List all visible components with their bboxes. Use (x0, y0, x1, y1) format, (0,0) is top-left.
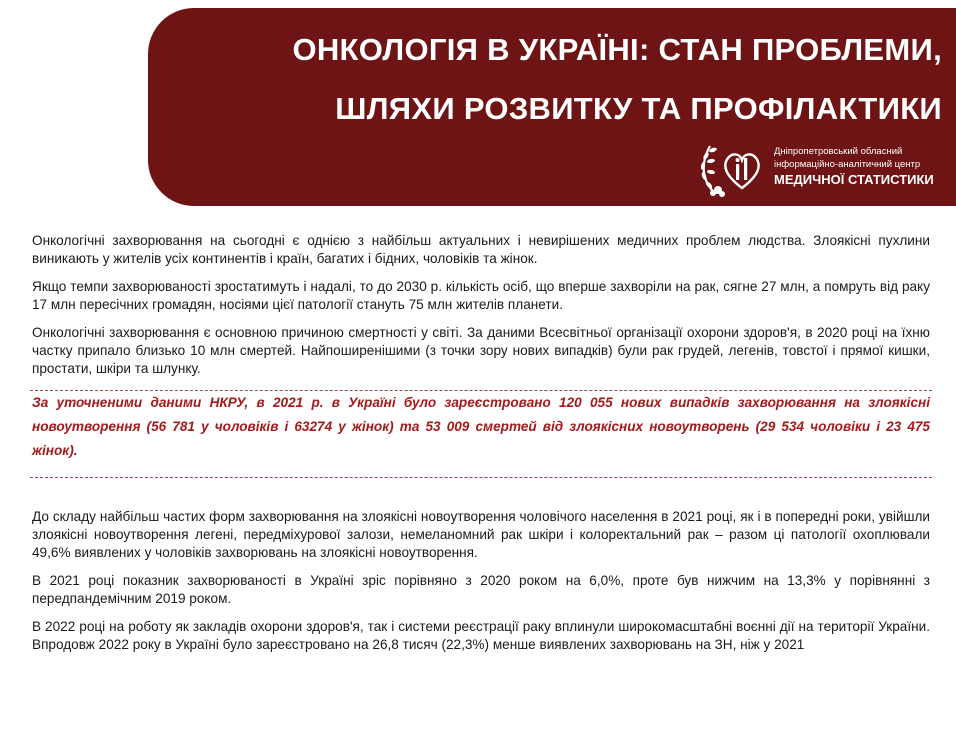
page-title-line-1: ОНКОЛОГІЯ В УКРАЇНІ: СТАН ПРОБЛЕМИ, (292, 32, 942, 67)
body-paragraph-3: В 2022 році на роботу як закладів охорони здоров'я, так і системи реєстрації раку вплинули широкомасштабні воєнні дії на території України. Впродовж 2022 року в Україні було зареєстровано на 26,8 тисяч (22,3%) менше виявлених захворювань на ЗН, ніж у 2021 (32, 619, 930, 652)
logo-text-line-1: Дніпропетровський обласний (774, 146, 903, 157)
intro-paragraph-2: Якщо темпи захворюваності зростатимуть і надалі, то до 2030 р. кількість осіб, що вперше захворіли на рак, сягне 27 млн, а помруть від раку 17 млн пересічних громадян, носіями цієї патології стануть 75 млн жителів планети. (32, 279, 930, 312)
body-paragraph-2: В 2021 році показник захворюваності в Україні зріс порівняно з 2020 роком на 6,0%, проте був нижчим на 13,3% у порівнянні з передпандемічним 2019 роком. (32, 573, 930, 606)
header-banner (148, 8, 956, 206)
intro-paragraph-1: Онкологічні захворювання на сьогодні є однією з найбільш актуальних і невирішених медичних проблем людства. Злоякісні пухлини виникають у жителів усіх континентів і країн, багатих і бідних, чоловіків та жінок. (32, 233, 930, 266)
body-paragraph-1: До складу найбільш частих форм захворювання на злоякісні новоутворення чоловічого населення в 2021 році, як і в попередні роки, увійшли злоякісні новоутворення легені, передміхурової залози, немеланомний рак шкіри і колоректальний рак – разом ці патології охоплювали 49,6% виявлених у чоловіків захворювань на злоякісні новоутворення. (32, 509, 930, 560)
logo-text (774, 145, 934, 188)
medical-statistics-logo-icon (696, 136, 770, 200)
divider-top (30, 390, 932, 391)
page-title-line-2: ШЛЯХИ РОЗВИТКУ ТА ПРОФІЛАКТИКИ (335, 91, 942, 126)
logo-text-line-3: МЕДИЧНОЇ СТАТИСТИКИ (774, 172, 934, 187)
organization-logo (696, 136, 934, 200)
article-content (32, 232, 930, 664)
divider-bottom (30, 477, 932, 478)
logo-text-line-2: інформаційно-аналітичний центр (774, 159, 921, 170)
intro-paragraph-3: Онкологічні захворювання є основною причиною смертності у світі. За даними Всесвітньої організації охорони здоров'я, в 2020 році на їхню частку припало близько 10 млн смертей. Найпоширенішими (з точки зору нових випадків) були рак грудей, легенів, товстої і прямої кишки, простати, шкіри та шлунку. (32, 325, 930, 376)
highlight-statistics: За уточненими даними НКРУ, в 2021 р. в Україні було зареєстровано 120 055 нових випадків захворювання на злоякісні новоутворення (56 781 у чоловіків і 63274 у жінок) та 53 009 смертей від злоякісних новоутворень (29 534 чоловіки і 23 475 жінок). (32, 395, 930, 458)
